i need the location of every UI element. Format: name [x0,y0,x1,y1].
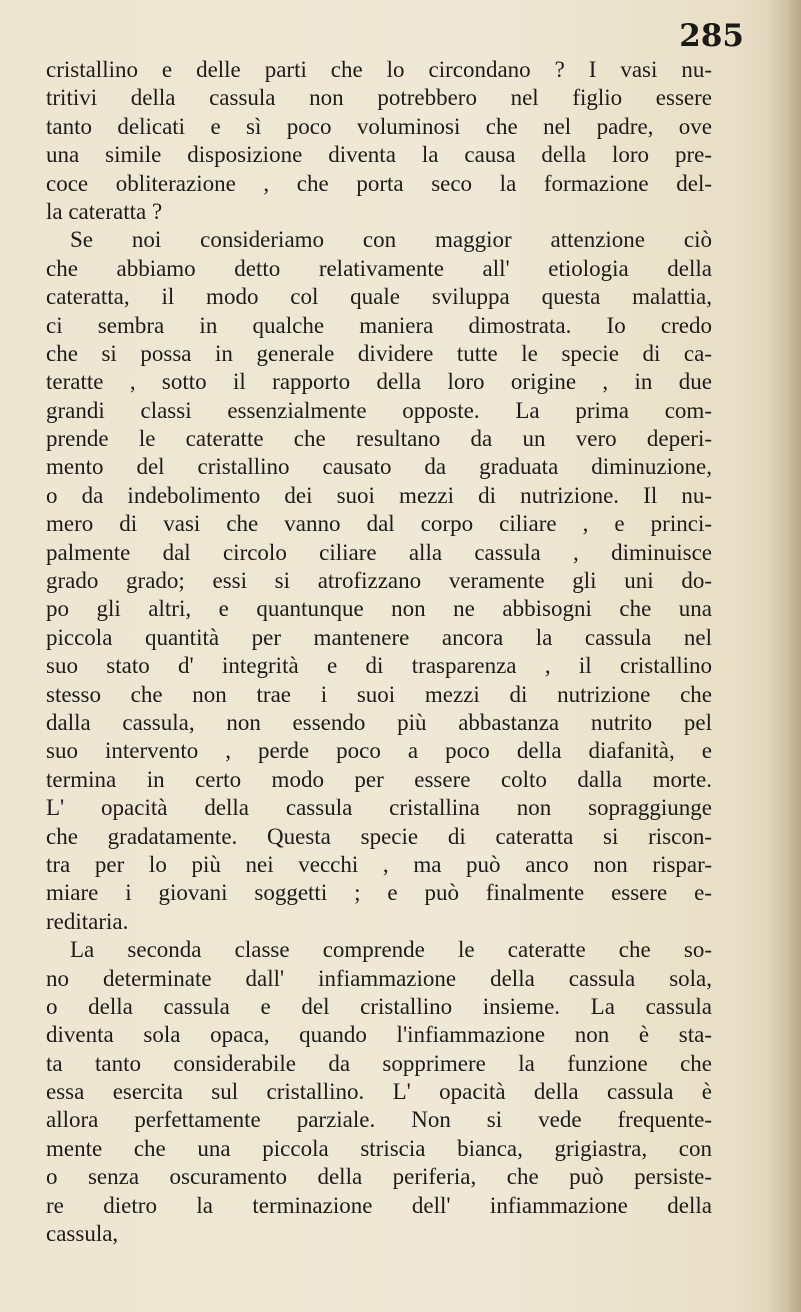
text-line: una simile disposizione diventa la causa della loro pre- [46,142,712,168]
text-line: tanto delicati e sì poco voluminosi che nel padre, ove [46,113,712,139]
text-line: palmente dal circolo ciliare alla cassula , diminuisce [46,539,712,565]
text-line: reditaria. [46,908,129,934]
text-line: coce obliterazione , che porta seco la formazione del- [46,170,712,196]
text-line: suo intervento , perde poco a poco della diafanità, e [46,738,712,764]
text-line: cristallino e delle parti che lo circondano ? I vasi nu- [46,57,712,82]
text-line: che abbiamo detto relativamente all' etiologia della [46,255,712,281]
text-line: cassula, [46,1221,119,1247]
paragraph [46,936,712,1248]
text-line: che si possa in generale dividere tutte le specie di ca- [46,340,712,366]
text-line: mente che una piccola striscia bianca, grigiastra, con [46,1135,712,1161]
text-line: dalla cassula, non essendo più abbastanza nutrito pel [46,709,712,735]
page-number: 285 [679,18,744,54]
text-line: o senza oscuramento della periferia, che può persiste- [46,1164,712,1190]
text-line: tritivi della cassula non potrebbero nel figlio essere [46,85,712,111]
text-line: no determinate dall' infiammazione della cassula sola, [46,965,712,991]
text-line: mero di vasi che vanno dal corpo ciliare , e princi- [46,511,712,537]
text-line: stesso che non trae i suoi mezzi di nutrizione che [46,681,712,707]
text-line: suo stato d' integrità e di trasparenza , il cristallino [46,653,712,679]
text-line: La seconda classe comprende le cateratte che so- [70,937,712,963]
text-line: prende le cateratte che resultano da un vero deperi- [46,426,712,452]
paragraph [46,56,712,226]
text-line: cateratta, il modo col quale sviluppa questa malattia, [46,284,712,310]
text-line: ta tanto considerabile da sopprimere la funzione che [46,1050,712,1076]
text-line: mento del cristallino causato da graduata diminuzione, [46,454,712,480]
text-line: ci sembra in qualche maniera dimostrata. Io credo [46,312,712,338]
text-line: o della cassula e del cristallino insieme. La cassula [46,993,712,1019]
text-line: L' opacità della cassula cristallina non sopraggiunge [46,795,712,821]
text-line: o da indebolimento dei suoi mezzi di nutrizione. Il nu- [46,482,712,508]
text-line: grado grado; essi si atrofizzano veramente gli uni do- [46,568,712,594]
text-line: che gradatamente. Questa specie di cateratta si riscon- [46,823,712,849]
text-line: termina in certo modo per essere colto dalla morte. [46,766,712,792]
text-line: essa esercita sul cristallino. L' opacità della cassula è [46,1079,712,1105]
paragraph [46,226,712,936]
text-line: tra per lo più nei vecchi , ma può anco non rispar- [46,851,712,877]
text-line: teratte , sotto il rapporto della loro origine , in due [46,369,712,395]
text-line: re dietro la terminazione dell' infiammazione della [46,1192,712,1218]
text-line: allora perfettamente parziale. Non si vede frequente- [46,1107,712,1133]
text-line: diventa sola opaca, quando l'infiammazione non è sta- [46,1022,712,1048]
text-line: Se noi consideriamo con maggior attenzione ciò [70,227,712,253]
text-line: piccola quantità per mantenere ancora la cassula nel [46,624,712,650]
page-edge-shadow [767,0,801,1312]
text-line: la cateratta ? [46,198,163,224]
text-line: miare i giovani soggetti ; e può finalmente essere e- [46,880,712,906]
text-line: grandi classi essenzialmente opposte. La prima com- [46,397,712,423]
body-text [46,56,712,1248]
text-line: po gli altri, e quantunque non ne abbisogni che una [46,596,712,622]
